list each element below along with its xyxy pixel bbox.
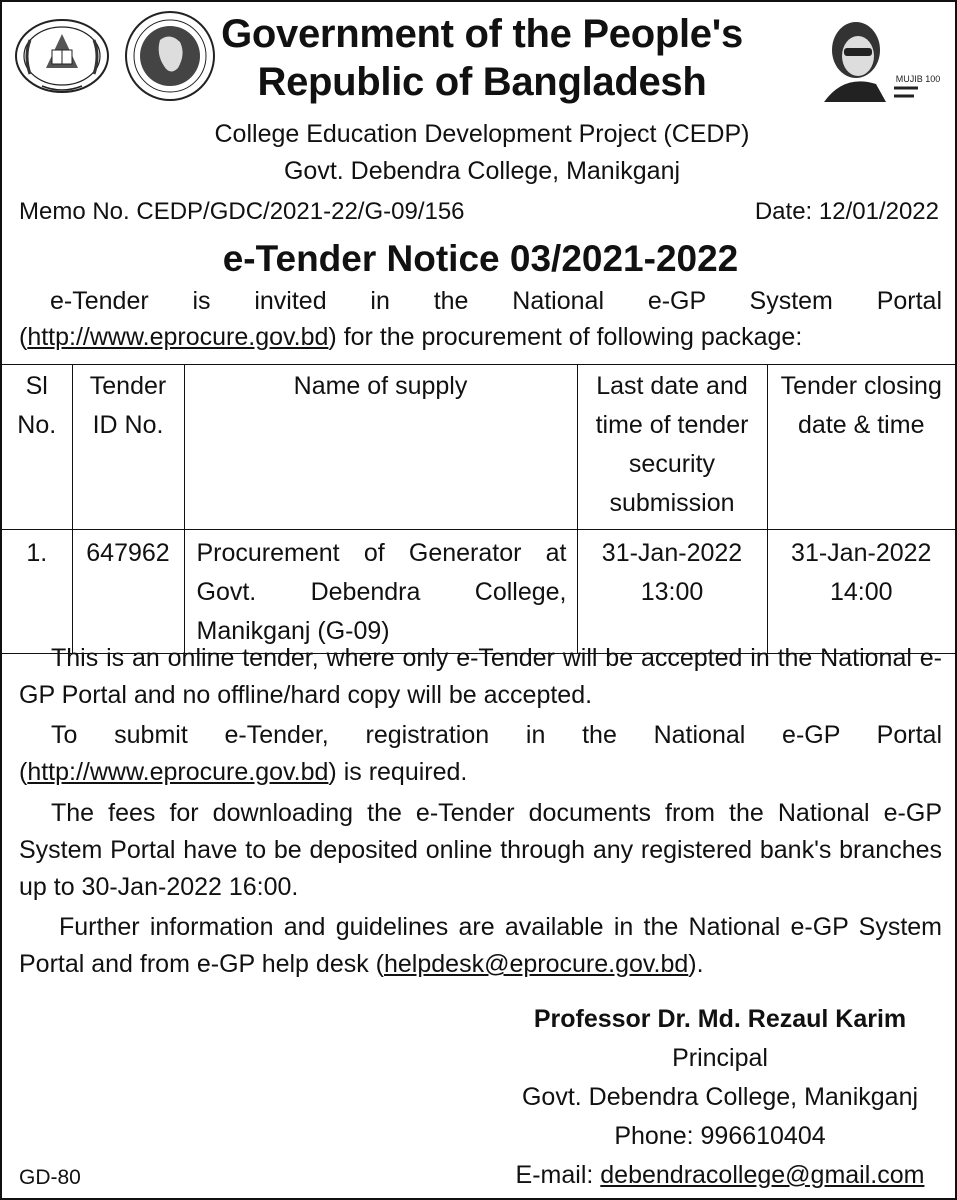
eprocure-link-2[interactable]: http://www.eprocure.gov.bd <box>27 758 329 786</box>
cell-tender-id: 647962 <box>72 530 184 654</box>
memo-date: Date: 12/01/2022 <box>754 198 939 225</box>
paragraph-registration: To submit e-Tender, registration in the National e-GP Portal (http://www.eprocure.gov.bd) is required. <box>19 721 942 786</box>
cell-sl: 1. <box>2 530 72 654</box>
footer-code: GD-80 <box>19 1166 81 1189</box>
header-sl: Sl No. <box>2 365 72 530</box>
college-name: Govt. Debendra College, Manikganj <box>283 157 681 185</box>
mujib-100-logo-icon <box>814 10 950 106</box>
header-supply: Name of supply <box>184 365 577 530</box>
signatory-college: Govt. Debendra College, Manikganj <box>521 1083 919 1111</box>
government-title: Government of the People's Republic of Bangladesh <box>221 12 743 104</box>
mujib-label: MUJIB 100 <box>895 74 941 84</box>
paragraph-fees: The fees for downloading the e-Tender documents from the National e-GP System Portal have to be deposited online through any registered bank's branches up to 30-Jan-2022 16:00. <box>19 799 942 901</box>
header-closing: Tender closing date & time <box>767 365 955 530</box>
signatory-email: E-mail: debendracollege@gmail.com <box>515 1161 925 1189</box>
paragraph-online-tender: This is an online tender, where only e-Tender will be accepted in the National e-GP Portal and no offline/hard copy will be accepted. <box>19 644 942 709</box>
cell-closing: 31-Jan-2022 14:00 <box>767 530 955 654</box>
signatory-designation: Principal <box>672 1044 768 1072</box>
college-logo-icon <box>12 16 112 96</box>
memo-number: Memo No. CEDP/GDC/2021-22/G-09/156 <box>19 198 465 225</box>
signatory-name: Professor Dr. Md. Rezaul Karim <box>533 1005 907 1033</box>
cell-supply: Procurement of Generator at Govt. Debendra College, Manikganj (G-09) <box>184 530 577 654</box>
college-email-link[interactable]: debendracollege@gmail.com <box>600 1161 925 1189</box>
header-last-date: Last date and time of tender security submission <box>577 365 767 530</box>
intro-line-2: (http://www.eprocure.gov.bd) for the procurement of following package: <box>19 323 803 351</box>
cell-last-date: 31-Jan-2022 13:00 <box>577 530 767 654</box>
signature-block <box>507 1000 933 1195</box>
eprocure-link[interactable]: http://www.eprocure.gov.bd <box>27 323 329 351</box>
tender-table <box>2 364 955 654</box>
project-info <box>152 116 812 190</box>
notice-title: e-Tender Notice 03/2021-2022 <box>222 238 739 279</box>
intro-line-1: e-Tender is invited in the National e-GP System Portal <box>50 287 942 315</box>
table-row <box>2 530 955 654</box>
table-header-row <box>2 365 955 530</box>
paragraph-further-info: Further information and guidelines are available in the National e-GP System Portal and from e-GP help desk (helpdesk@eprocure.gov.bd). <box>19 913 942 978</box>
header-tender-id: Tender ID No. <box>72 365 184 530</box>
signatory-phone: Phone: 996610404 <box>614 1122 826 1150</box>
project-name: College Education Development Project (CEDP) <box>214 120 750 148</box>
helpdesk-email-link[interactable]: helpdesk@eprocure.gov.bd <box>384 950 689 978</box>
